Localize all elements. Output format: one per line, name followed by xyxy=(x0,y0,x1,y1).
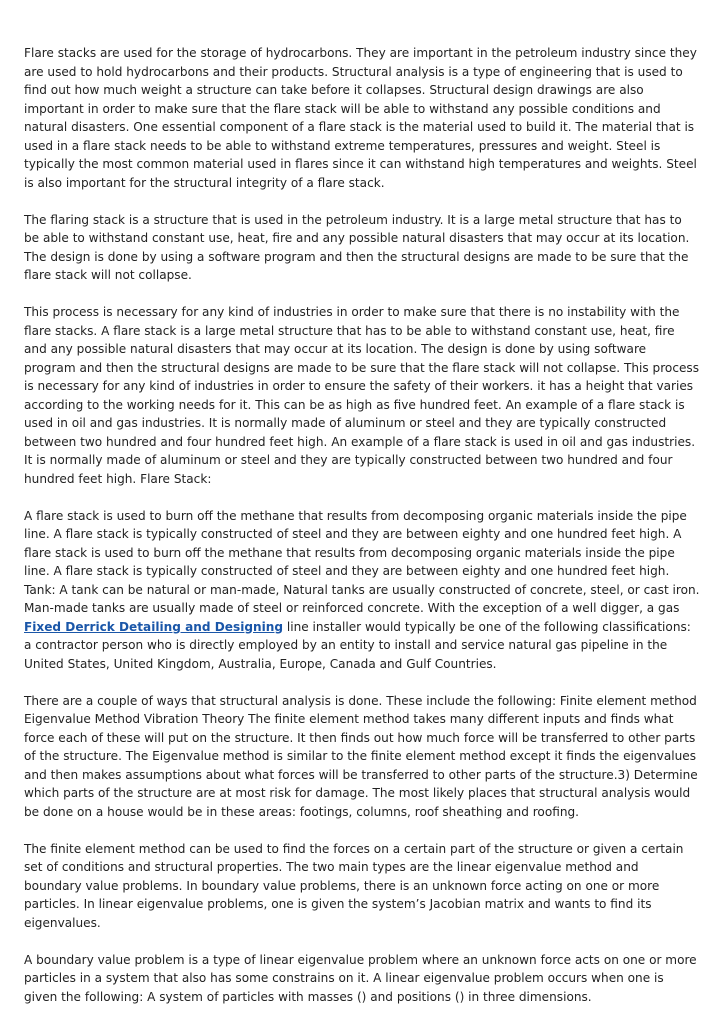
paragraph-finite-element-method: The finite element method can be used to find the forces on a certain part of the structure or given a certain set of conditions and structural properties. The two main types are the linear eigenvalue method and boundary value problems. In boundary value problems, there is an unknown force acting on one or more particles. In linear eigenvalue problems, one is given the system’s Jacobian matrix and wants to find its eigenvalues. xyxy=(24,841,684,930)
paragraph-flare-stack-tank xyxy=(24,507,700,674)
article-body xyxy=(24,44,700,1025)
paragraph-text-after-link: line installer would typically be one of the following classifications: a contractor person who is directly employed by an entity to install and service natural gas pipeline in the United States, United Kingdom, Australia, Europe, Canada and Gulf Countries. xyxy=(24,619,691,671)
paragraph-process-necessity: This process is necessary for any kind of industries in order to make sure that there is no instability with the flare stacks. A flare stack is a large metal structure that has to be able to withstand constant use, heat, fire and any possible natural disasters that may occur at its location. The design is done by using software program and then the structural designs are made to be sure that the flare stack will not collapse. This process is necessary for any kind of industries in order to ensure the safety of their workers. it has a height that varies according to the working needs for it. This can be as high as five hundred feet. An example of a flare stack is used in oil and gas industries. It is normally made of aluminum or steel and they are typically constructed between two hundred and four hundred feet high. An example of a flare stack is used in oil and gas industries. It is normally made of aluminum or steel and they are typically constructed between two hundred and four hundred feet high. Flare Stack: xyxy=(24,305,700,486)
paragraph-boundary-value-problem: A boundary value problem is a type of linear eigenvalue problem where an unknown force acts on one or more particles in a system that also has some constrains on it. A linear eigenvalue problem occurs when one is given the following: A system of particles with masses () and positions () in three dimensions. xyxy=(24,952,697,1004)
paragraph-flaring-stack-structure: The flaring stack is a structure that is used in the petroleum industry. It is a large metal structure that has to be able to withstand constant use, heat, fire and any possible natural disasters that may occur at its location. The design is done by using a software program and then the structural designs are made to be sure that the flare stack will not collapse. xyxy=(24,212,690,282)
paragraph-structural-analysis-methods: There are a couple of ways that structural analysis is done. These include the following: Finite element method Eigenvalue Method Vibration Theory The finite element method takes many different inputs and finds what force each of these will put on the structure. It then finds out how much force will be transferred to other parts of the structure. The Eigenvalue method is similar to the finite element method except it finds the eigenvalues and then makes assumptions about what forces will be transferred to other parts of the structure.3) Determine which parts of the structure are at most risk for damage. The most likely places that structural analysis would be done on a house would be in these areas: footings, columns, roof sheathing and roofing. xyxy=(24,693,698,819)
paragraph-text-before-link: A flare stack is used to burn off the methane that results from decomposing organic materials inside the pipe line. A flare stack is typically constructed of steel and they are between eighty and one hundred feet high. A flare stack is used to burn off the methane that results from decomposing organic materials inside the pipe line. A flare stack is typically constructed of steel and they are between eighty and one hundred feet high. Tank: A tank can be natural or man-made, Natural tanks are usually constructed of concrete, steel, or cast iron. Man-made tanks are usually made of steel or reinforced concrete. With the exception of a well digger, a gas xyxy=(24,508,700,615)
fixed-derrick-link[interactable]: Fixed Derrick Detailing and Designing xyxy=(24,619,284,634)
paragraph-flare-stack-intro: Flare stacks are used for the storage of hydrocarbons. They are important in the petroleum industry since they are used to hold hydrocarbons and their products. Structural analysis is a type of engineering that is used to find out how much weight a structure can take before it collapses. Structural design drawings are also important in order to make sure that the flare stack will be able to withstand any possible conditions and natural disasters. One essential component of a flare stack is the material used to build it. The material that is used in a flare stack needs to be able to withstand extreme temperatures, pressures and weight. Steel is typically the most common material used in flares since it can withstand high temperatures and weights. Steel is also important for the structural integrity of a flare stack. xyxy=(24,46,697,190)
